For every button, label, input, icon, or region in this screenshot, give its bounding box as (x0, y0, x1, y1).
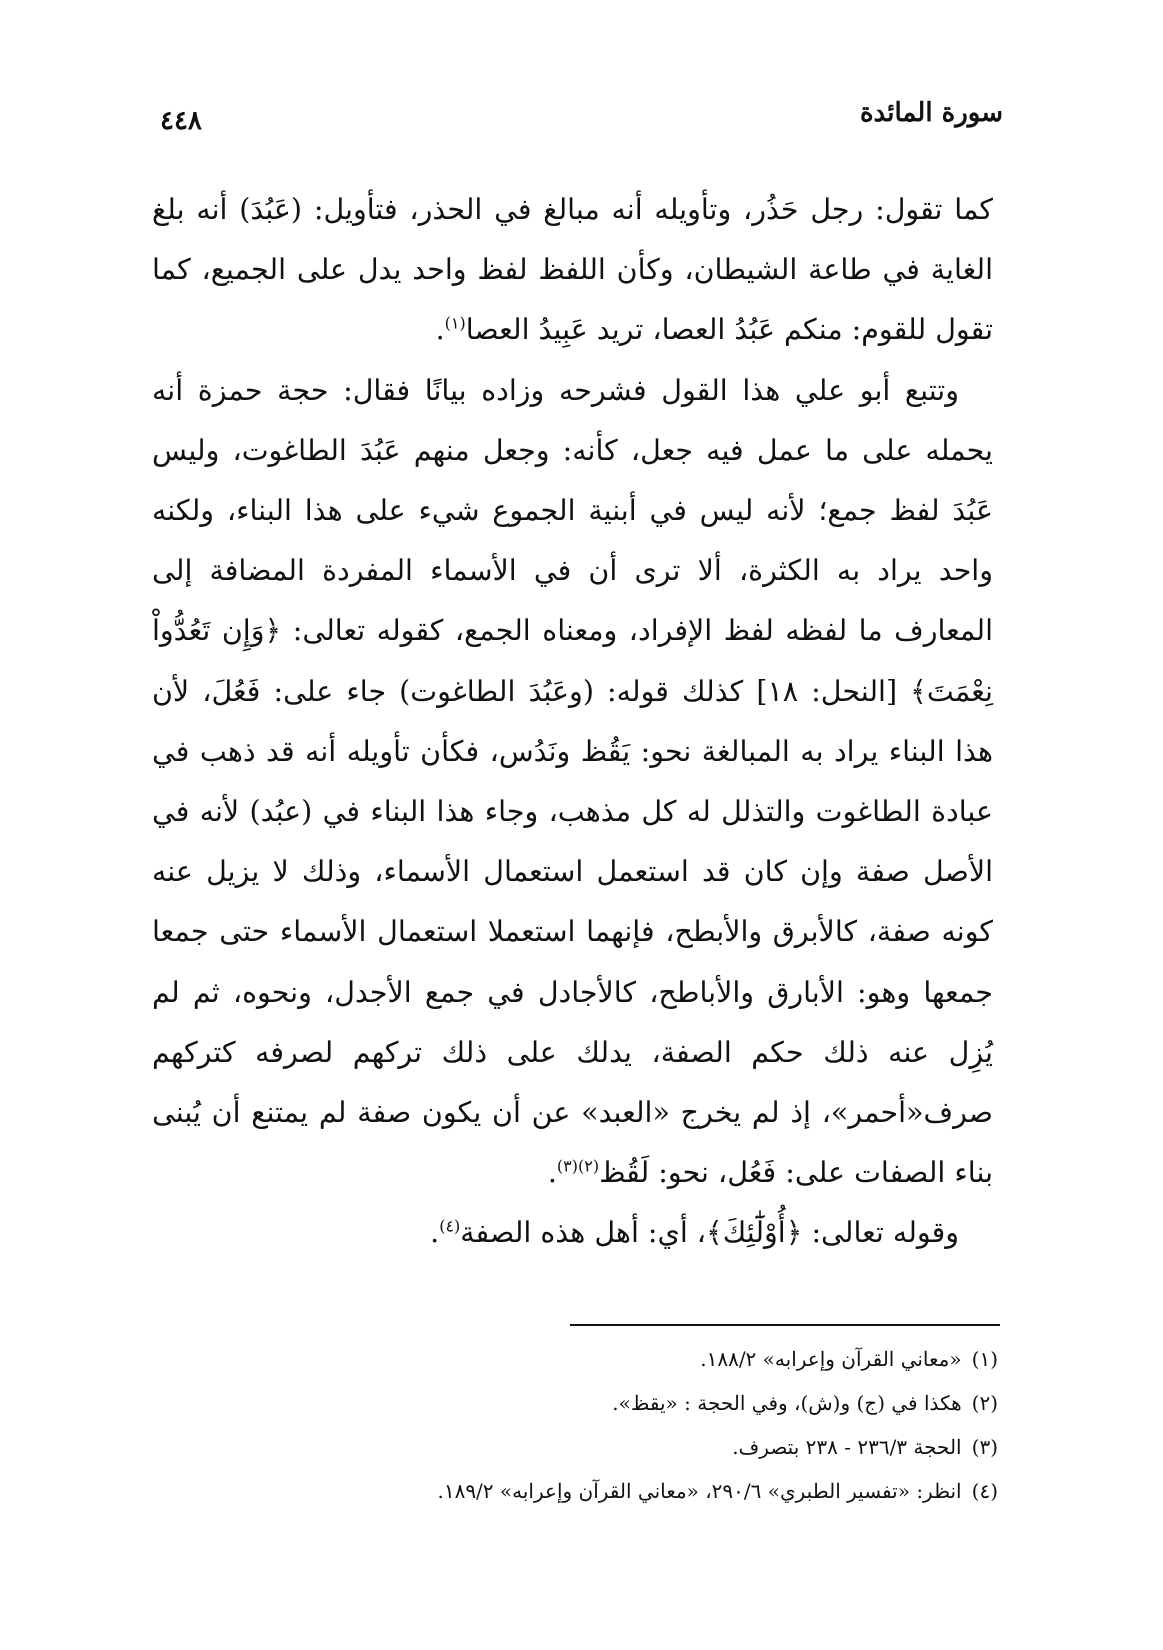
footnote-ref-2-3: (٢)(٣) (556, 1156, 600, 1176)
footnote-number: (١) (971, 1347, 998, 1371)
page-number: ٤٤٨ (160, 106, 202, 136)
footnote-number: (٤) (971, 1479, 998, 1503)
paragraph-1-end: . (435, 313, 445, 347)
running-title: سورة المائدة (859, 98, 1003, 128)
paragraph-3-end: . (430, 1216, 440, 1250)
footnote-text: انظر: «تفسير الطبري» ٢٩٠/٦، «معاني القرآن وإعرابه» ١٨٩/٢. (437, 1479, 962, 1503)
paragraph-3-text: وقوله تعالى: ﴿أُوْلَٰٓئِكَ﴾، أي: أهل هذه الصفة (460, 1216, 959, 1250)
footnote-ref-4: (٤) (439, 1216, 461, 1236)
footnote-3 (152, 1425, 998, 1469)
footnote-1 (152, 1337, 998, 1381)
paragraph-2-text: وتتبع أبو علي هذا القول فشرحه وزاده بيانًا فقال: حجة حمزة أنه يحمله على ما عمل فيه جعل، كأنه: وجعل منهم عَبُدَ الطاغوت، وليس عَبُدَ لفظ جمع؛ لأنه ليس في أبنية الجموع شيء على هذا البناء، ولكنه واحد يراد به الكثرة، ألا ترى أن في الأسماء المفردة المضافة إلى المعارف ما لفظه لفظ الإفراد، ومعناه الجمع، كقوله تعالى: ﴿وَإِن تَعُدُّواْ نِعْمَتَ﴾ [النحل: ١٨] كذلك قوله: (وعَبُدَ الطاغوت) جاء على: فَعُلَ، لأن هذا البناء يراد به المبالغة نحو: يَقُظ ونَدُس، فكأن تأويله أنه قد ذهب في عبادة الطاغوت والتذلل له كل مذهب، وجاء هذا البناء في (عبُد) لأنه في الأصل صفة وإن كان قد استعمل استعمال الأسماء، وذلك لا يزيل عنه كونه صفة، كالأبرق والأبطح، فإنهما استعملا استعمال الأسماء حتى جمعا جمعها وهو: الأبارق والأباطح، كالأجادل في جمع الأجدل، ونحوه، ثم لم يُزِل عنه ذلك حكم الصفة، يدلك على ذلك تركهم لصرفه كتركهم صرف«أحمر»، إذ لم يخرج «العبد» عن أن يكون صفة لم يمتنع أن يُبنى بناء الصفات على: فَعُل، نحو: لَقُظ (152, 373, 993, 1190)
paragraph-1-text: كما تقول: رجل حَذُر، وتأويله أنه مبالغ في الحذر، فتأويل: (عَبُدَ) أنه بلغ الغاية في طاعة الشيطان، وكأن اللفظ لفظ واحد يدل على الجميع، كما تقول للقوم: منكم عَبُدُ العصا، تريد عَبِيدُ العصا (152, 193, 993, 347)
footnote-separator (570, 1324, 1000, 1326)
page-header (160, 98, 1003, 138)
footnotes (152, 1337, 998, 1513)
footnote-number: (٣) (971, 1435, 998, 1459)
footnote-text: الحجة ٢٣٦/٣ - ٢٣٨ بتصرف. (732, 1435, 962, 1459)
footnote-text: «معاني القرآن وإعرابه» ١٨٨/٢. (700, 1347, 962, 1371)
footnote-text: هكذا في (ج) و(ش)، وفي الحجة : «يقظ». (612, 1391, 962, 1415)
footnote-4 (152, 1469, 998, 1513)
paragraph-3 (152, 1203, 993, 1263)
footnote-number: (٢) (971, 1391, 998, 1415)
footnote-2 (152, 1381, 998, 1425)
paragraph-2 (152, 361, 993, 1204)
paragraph-1 (152, 180, 993, 361)
main-text (152, 180, 993, 1264)
paragraph-2-end: . (547, 1156, 557, 1190)
footnote-ref-1: (١) (444, 313, 466, 333)
